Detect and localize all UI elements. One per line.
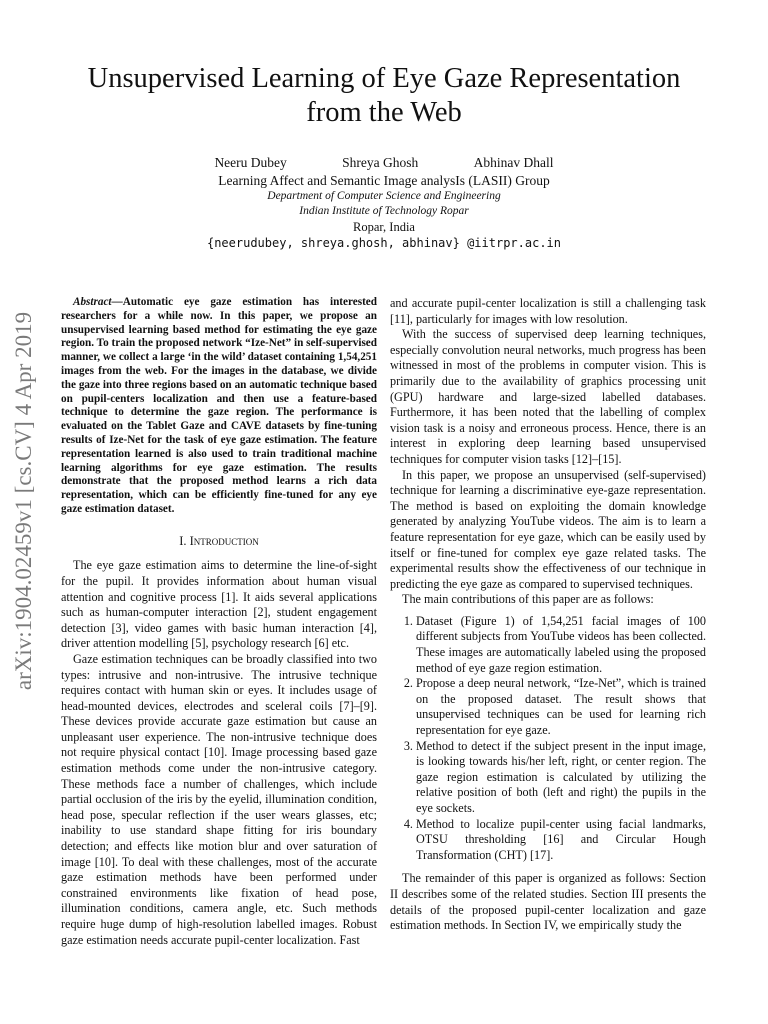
paper-title: Unsupervised Learning of Eye Gaze Representation from the Web — [87, 63, 681, 128]
section-heading: I. Introduction — [179, 533, 259, 548]
paragraph: and accurate pupil-center localization is still a challenging task [11], particularly for images with low resolution. — [390, 296, 706, 326]
location: Ropar, India — [353, 220, 415, 234]
abstract-label: Abstract — [73, 296, 112, 308]
author: Neeru Dubey — [214, 155, 287, 170]
right-column — [390, 296, 706, 934]
list-item: 4. Method to localize pupil-center using facial landmarks, OTSU thresholding [16] and Circular Hough Transformation (CHT) [17]. — [416, 817, 706, 864]
author: Abhinav Dhall — [473, 155, 554, 170]
paragraph: With the success of supervised deep learning techniques, especially convolution neural networks, much progress has been witnessed in most of the problems in computer vision. This is primarily due to the availability of graphics processing unit (GPU) hardware and large-sized labelled databases. Furthermore, it has been noted that the labelling of complex vision task is a noisy and erroneous process. Hence, there is an interest in exploring deep learning based unsupervised techniques for computer vision tasks [12]–[15]. — [390, 327, 706, 466]
institute: Indian Institute of Technology Ropar — [299, 205, 469, 217]
paragraph: Gaze estimation techniques can be broadly classified into two types: intrusive and non-intrusive. The intrusive technique requires contact with human skin or eyes. It includes usage of head-mounted devices, electrodes and sceleral coils [7]–[9]. These devices provide accurate gaze estimation but cause an unpleasant user experience. The non-intrusive technique does not require physical contact [10]. Image processing based gaze estimation methods come under the non-intrusive category. These methods face a number of challenges, which include partial occlusion of the iris by the eyelid, illumination condition, head pose, specular reflection if the user wears glasses, etc; inability to use standard shape fitting for iris boundary detection; and effects like motion blur and over saturation of image [10]. To deal with these challenges, most of the accurate gaze estimation methods have been performed under constrained environments like fixation of head pose, illumination conditions, camera angle, etc. Such methods require huge dump of high-resolution labelled images. Robust gaze estimation needs accurate pupil-center localization. Fast — [61, 651, 377, 947]
paragraph: The eye gaze estimation aims to determine the line-of-sight for the pupil. It provides information about human visual attention and cognitive process [1]. It aids several applications such as human-computer interaction [2], student engagement detection [3], video games with basic human interaction [4], driver attention modelling [5], psychology research [6] etc. — [61, 558, 377, 651]
paragraph: In this paper, we propose an unsupervised (self-supervised) technique for learning a discriminative eye-gaze representation. The method is based on exploiting the domain knowledge generated by analyzing YouTube videos. The aim is to learn a feature representation for eye gaze, which can be easily used by itself or fine-tuned for complex eye gaze related tasks. The experimental results show the effectiveness of our technique in predicting the eye gaze as compared to supervised techniques. — [390, 467, 706, 591]
arxiv-id: arXiv:1904.02459v1 [cs.CV] 4 Apr 2019 — [11, 311, 36, 691]
research-group: Learning Affect and Semantic Image analysIs (LASII) Group — [218, 173, 550, 188]
list-item: 3. Method to detect if the subject present in the input image, is looking towards his/her left, right, or center region. The gaze region estimation is calculated by utilizing the relative position of both (left and right) the pupils in the eye sockets. — [416, 739, 706, 817]
paragraph: The main contributions of this paper are as follows: — [402, 592, 654, 607]
list-item: 2. Propose a deep neural network, “Ize-Net”, which is trained on the proposed dataset. The result shows that unsupervised techniques can be used for learning rich representation for eye gaze. — [416, 676, 706, 738]
list-item: 1. Dataset (Figure 1) of 1,54,251 facial images of 100 different subjects from YouTube videos has been collected. These images are automatically labeled using the proposed method of eye gaze region estimation. — [416, 614, 706, 676]
department: Department of Computer Science and Engineering — [267, 190, 501, 202]
author-emails: {neerudubey, shreya.ghosh, abhinav} @iitrpr.ac.in — [206, 236, 561, 250]
left-column — [61, 296, 377, 948]
abstract-text: —Automatic eye gaze estimation has interested researchers for a while now. In this paper, we propose an unsupervised learning based method for estimating the eye gaze region. To train the proposed network “Ize-Net” in self-supervised manner, we collect a large ‘in the wild’ dataset containing 1,54,251 images from the web. For the images in the database, we divide the gaze into three regions based on an automatic technique based on pupil-centers localization and then use a feature-based technique to determine the gaze region. The performance is evaluated on the Tablet Gaze and CAVE datasets by fine-tuning results of Ize-Net for the task of eye gaze estimation. The feature representation learned is also used to train traditional machine learning algorithms for eye gaze estimation. The results demonstrate that the proposed method learns a rich data representation, which can be efficiently fine-tuned for any eye gaze estimation dataset. — [61, 296, 377, 515]
paragraph: The remainder of this paper is organized as follows: Section II describes some of the related studies. Section III presents the details of the proposed pupil-center localization and gaze estimation methods. In Section IV, we empirically study the — [390, 871, 706, 933]
author: Shreya Ghosh — [342, 155, 419, 170]
abstract — [61, 296, 377, 517]
contributions-list — [390, 614, 706, 864]
author-list — [60, 155, 708, 171]
